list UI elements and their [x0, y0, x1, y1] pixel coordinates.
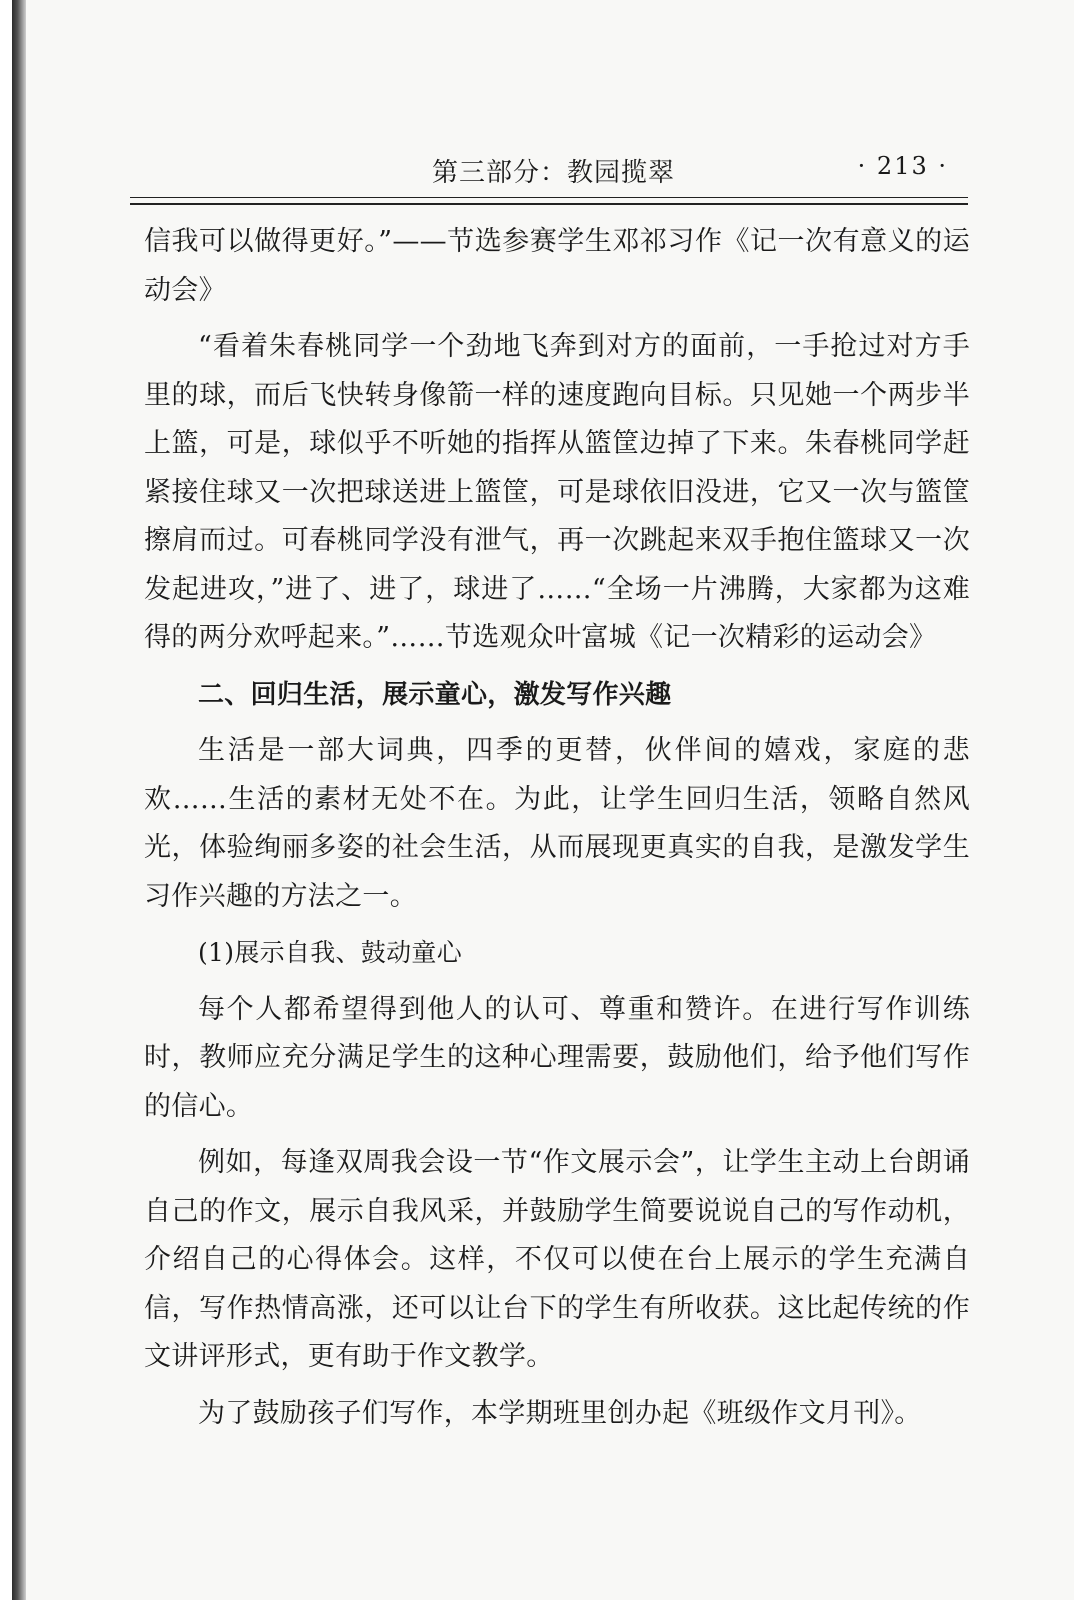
paragraph-quote: “看着朱春桃同学一个劲地飞奔到对方的面前，一手抢过对方手里的球，而后飞快转身像箭一样的速度跑向目标。只见她一个两步半上篮，可是，球似乎不听她的指挥从篮筐边掉了下来。朱春桃同学赶紧接住球又一次把球送进上篮筐，可是球依旧没进，它又一次与篮筐擦肩而过。可春桃同学没有泄气，再一次跳起来双手抱住篮球又一次发起进攻，”进了、进了，球进了……“全场一片沸腾，大家都为这难得的两分欢呼起来。”……节选观众叶富城《记一次精彩的运动会》: [144, 331, 970, 653]
book-page: [12, 0, 1074, 1600]
scan-shadow-edge: [12, 0, 26, 1600]
header-rule-thin: [130, 197, 968, 198]
running-header: [130, 152, 968, 192]
paragraph-monthly: 为了鼓励孩子们写作，本学期班里创办起《班级作文月刊》。: [198, 1397, 922, 1429]
body-text: [144, 218, 970, 1438]
paragraph-continued: 信我可以做得更好。”——节选参赛学生邓祁习作《记一次有意义的运动会》: [144, 226, 970, 306]
paragraph-recognition: 每个人都希望得到他人的认可、尊重和赞许。在进行写作训练时，教师应充分满足学生的这种心理需要，鼓励他们，给予他们写作的信心。: [144, 993, 970, 1122]
paragraph-example: 例如，每逢双周我会设一节“作文展示会”，让学生主动上台朗诵自己的作文，展示自我风采，并鼓励学生简要说说自己的写作动机，介绍自己的心得体会。这样，不仅可以使在台上展示的学生充满自信，写作热情高涨，还可以让台下的学生有所收获。这比起传统的作文讲评形式，更有助于作文教学。: [144, 1147, 970, 1372]
section-heading: 二、回归生活，展示童心，激发写作兴趣: [198, 679, 672, 710]
subsection-heading: (1)展示自我、鼓动童心: [198, 938, 463, 967]
paragraph-life: 生活是一部大词典，四季的更替，伙伴间的嬉戏，家庭的悲欢……生活的素材无处不在。为此，让学生回归生活，领略自然风光，体验绚丽多姿的社会生活，从而展现更真实的自我，是激发学生习作兴趣的方法之一。: [144, 735, 970, 912]
section-title: 第三部分：教园揽翠: [432, 158, 676, 188]
header-rule-thick: [130, 203, 968, 205]
page-number: · 213 ·: [857, 152, 948, 180]
